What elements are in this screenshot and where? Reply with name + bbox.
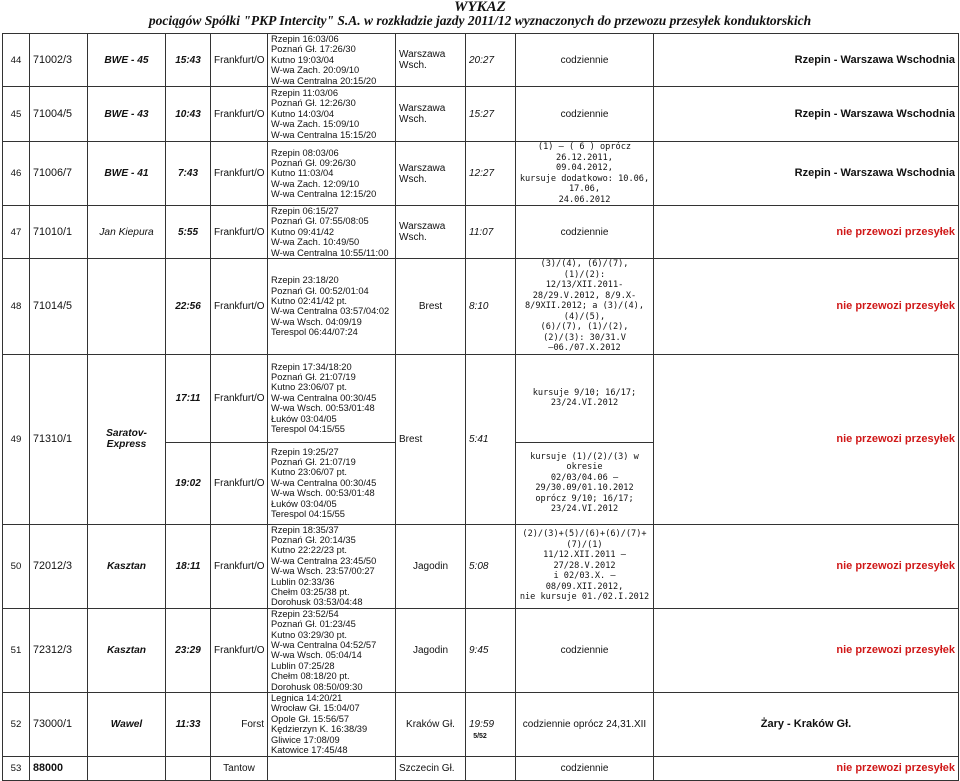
destination-station: Warszawa Wsch. xyxy=(396,87,466,142)
route-stops xyxy=(268,142,396,206)
train-number: 71010/1 xyxy=(30,206,88,259)
table-row xyxy=(3,524,959,608)
document-title: WYKAZ xyxy=(454,0,506,15)
route-stop: Legnica 14:20/21 xyxy=(271,693,343,704)
departure-time: 18:11 xyxy=(166,524,211,608)
origin-station: Frankfurt/O xyxy=(211,524,268,608)
route-stop: W-wa Centralna 20:15/20 xyxy=(271,75,377,86)
running-days-line: (2)/(3)+(5)/(6)+(6)/(7)+(7)/(1) xyxy=(522,529,647,550)
running-days xyxy=(516,142,654,206)
table-row xyxy=(3,206,959,259)
route-stop: Rzepin 16:03/06 xyxy=(271,34,339,44)
route-stop: W-wa Zach. 10:49/50 xyxy=(271,237,360,248)
running-days-line: oprócz 9/10; 16/17; 23/24.VI.2012 xyxy=(535,493,634,515)
running-days: codziennie oprócz 24,31.XII xyxy=(516,693,654,756)
parcel-relation: Rzepin - Warszawa Wschodnia xyxy=(654,34,959,87)
table-row xyxy=(3,354,959,442)
parcel-relation: Żary - Kraków Gł. xyxy=(654,693,959,756)
arrival-time: 8:10 xyxy=(466,259,516,355)
train-name: BWE - 45 xyxy=(88,34,166,87)
train-name xyxy=(88,259,166,355)
route-stop: W-wa Wsch. 04:09/19 xyxy=(271,316,362,327)
route-stop: Kędzierzyn K. 16:38/39 xyxy=(271,724,368,735)
route-stop: Poznań Gł. 21:07/19 xyxy=(271,372,356,383)
route-stop: W-wa Centralna 10:55/11:00 xyxy=(271,247,389,258)
route-stop: Rzepin 18:35/37 xyxy=(271,524,339,535)
destination-station: Jagodin xyxy=(396,524,466,608)
running-days xyxy=(516,524,654,608)
route-stop: Poznań Gł. 21:07/19 xyxy=(271,457,356,468)
running-days-line: kursuje 9/10; 16/17; 23/24.VI.2012 xyxy=(532,387,637,409)
parcel-relation: nie przewozi przesyłek xyxy=(654,756,959,780)
destination-station: Jagodin xyxy=(396,608,466,692)
table-row xyxy=(3,259,959,355)
running-days-line: –06./07.X.2012 xyxy=(548,343,621,354)
arrival-time: 5:08 xyxy=(466,524,516,608)
running-days-line: (6)/(7), (1)/(2), (2)/(3): 30/31.V xyxy=(540,322,629,343)
route-stop: Kutno 11:03/04 xyxy=(271,168,334,179)
route-stop: Terespol 04:15/55 xyxy=(271,424,345,435)
route-stop: Kutno 02:41/42 pt. xyxy=(271,295,347,306)
route-stops xyxy=(268,354,396,442)
running-days-line: 11/12.XII.2011 – 27/28.V.2012 xyxy=(543,550,626,571)
route-stops xyxy=(268,206,396,259)
table-row xyxy=(3,693,959,756)
running-days-line: 02/03/04.06 – 29/30.09/01.10.2012 xyxy=(535,472,634,494)
train-number: 72012/3 xyxy=(30,524,88,608)
arrival-time: 9:45 xyxy=(466,608,516,692)
route-stop: W-wa Centralna 03:57/04:02 xyxy=(271,306,390,317)
running-days-line: kursuje (1)/(2)/(3) w okresie xyxy=(530,451,639,473)
document-subtitle: pociągów Spółki "PKP Intercity" S.A. w rozkładzie jazdy 2011/12 wyznaczonych do przewozu przesyłek konduktorskich xyxy=(148,13,812,28)
route-stop: Kutno 22:22/23 pt. xyxy=(271,545,347,556)
running-days-line: 12/13/XII.2011- 28/29.V.2012, 8/9.X- xyxy=(532,280,637,301)
origin-station: Frankfurt/O xyxy=(211,87,268,142)
route-stop: W-wa Centralna 00:30/45 xyxy=(271,477,377,488)
departure-time: 19:02 xyxy=(166,442,211,524)
running-days-line: kursuje dodatkowo: 10.06, 17.06, xyxy=(519,173,650,195)
route-stop: Dorohusk 03:53/04:48 xyxy=(271,597,363,608)
route-stop: Rzepin 23:52/54 xyxy=(271,608,339,619)
running-days: codziennie xyxy=(516,608,654,692)
destination-station: Kraków Gł. xyxy=(396,693,466,756)
route-stop: Rzepin 06:15/27 xyxy=(271,206,339,217)
row-number: 44 xyxy=(3,34,30,87)
route-stop: Kutno 09:41/42 xyxy=(271,226,335,237)
origin-station: Frankfurt/O xyxy=(211,354,268,442)
train-name: Kasztan xyxy=(88,608,166,692)
train-name: Jan Kiepura xyxy=(88,206,166,259)
route-stop: W-wa Wsch. 00:53/01:48 xyxy=(271,403,375,414)
arrival-time: 5:41 xyxy=(466,354,516,524)
route-stop: W-wa Zach. 20:09/10 xyxy=(271,65,360,76)
route-stop: Terespol 06:44/07:24 xyxy=(271,327,358,338)
train-name: BWE - 41 xyxy=(88,142,166,206)
departure-time: 5:55 xyxy=(166,206,211,259)
running-days xyxy=(516,259,654,355)
table-row xyxy=(3,34,959,87)
row-number: 53 xyxy=(3,756,30,780)
train-number: 71006/7 xyxy=(30,142,88,206)
origin-station: Forst xyxy=(211,693,268,756)
running-days xyxy=(516,442,654,524)
row-number: 47 xyxy=(3,206,30,259)
origin-station: Frankfurt/O xyxy=(211,142,268,206)
destination-station: Warszawa Wsch. xyxy=(396,34,466,87)
arrival-time xyxy=(466,756,516,780)
row-number: 49 xyxy=(3,354,30,524)
row-number: 46 xyxy=(3,142,30,206)
route-stop: Łuków 03:04/05 xyxy=(271,498,337,509)
train-name: Saratov-Express xyxy=(88,354,166,524)
route-stop: Opole Gł. 15:56/57 xyxy=(271,713,350,724)
train-name: Kasztan xyxy=(88,524,166,608)
route-stop: Poznań Gł. 17:26/30 xyxy=(271,44,356,55)
route-stop: W-wa Wsch. 23:57/00:27 xyxy=(271,566,375,577)
destination-station: Warszawa Wsch. xyxy=(396,206,466,259)
origin-station: Frankfurt/O xyxy=(211,259,268,355)
route-stops xyxy=(268,756,396,780)
parcel-relation: nie przewozi przesyłek xyxy=(654,259,959,355)
route-stop: W-wa Wsch. 00:53/01:48 xyxy=(271,488,375,499)
parcel-relation: nie przewozi przesyłek xyxy=(654,608,959,692)
train-number: 72312/3 xyxy=(30,608,88,692)
departure-time: 11:33 xyxy=(166,693,211,756)
route-stop: Łuków 03:04/05 xyxy=(271,413,337,424)
route-stop: Rzepin 11:03/06 xyxy=(271,88,339,99)
departure-time: 10:43 xyxy=(166,87,211,142)
route-stops xyxy=(268,87,396,142)
departure-time: 17:11 xyxy=(166,354,211,442)
route-stop: Kutno 19:03/04 xyxy=(271,54,335,65)
route-stop: Chełm 03:25/38 pt. xyxy=(271,587,350,597)
route-stop: Wrocław Gł. 15:04/07 xyxy=(271,703,360,714)
origin-station: Tantow xyxy=(211,756,268,780)
running-days-line: nie kursuje 01./02.I.2012 xyxy=(519,592,650,603)
arrival-time: 11:07 xyxy=(466,206,516,259)
running-days: codziennie xyxy=(516,34,654,87)
train-number: 73000/1 xyxy=(30,693,88,756)
route-stop: Rzepin 17:34/18:20 xyxy=(271,361,352,372)
row-number: 45 xyxy=(3,87,30,142)
train-name: BWE - 43 xyxy=(88,87,166,142)
running-days-line: (3)/(4), (6)/(7), (1)/(2): xyxy=(540,259,629,280)
table-row xyxy=(3,756,959,780)
parcel-relation: nie przewozi przesyłek xyxy=(654,206,959,259)
destination-station: Szczecin Gł. xyxy=(396,756,466,780)
running-days xyxy=(516,354,654,442)
parcel-relation: nie przewozi przesyłek xyxy=(654,524,959,608)
route-stop: Poznań Gł. 07:55/08:05 xyxy=(271,216,369,227)
page-number: 5/52 xyxy=(473,733,487,740)
departure-time: 22:56 xyxy=(166,259,211,355)
route-stop: Kutno 14:03/04 xyxy=(271,108,335,119)
departure-time xyxy=(166,756,211,780)
route-stop: Rzepin 23:18/20 xyxy=(271,275,339,286)
route-stops xyxy=(268,693,396,756)
running-days: codziennie xyxy=(516,87,654,142)
route-stop: W-wa Zach. 15:09/10 xyxy=(271,119,360,130)
destination-station: Warszawa Wsch. xyxy=(396,142,466,206)
running-days-line: 24.06.2012 xyxy=(558,194,611,205)
arrival-time: 19:59 xyxy=(466,693,516,756)
parcel-relation: Rzepin - Warszawa Wschodnia xyxy=(654,87,959,142)
route-stops xyxy=(268,34,396,87)
origin-station: Frankfurt/O xyxy=(211,608,268,692)
train-number: 71004/5 xyxy=(30,87,88,142)
origin-station: Frankfurt/O xyxy=(211,206,268,259)
route-stops xyxy=(268,259,396,355)
table-row xyxy=(3,87,959,142)
route-stop: W-wa Centralna 12:15/20 xyxy=(271,189,377,200)
route-stop: Poznań Gł. 01:23/45 xyxy=(271,619,356,630)
route-stop: W-wa Centralna 23:45/50 xyxy=(271,555,377,566)
route-stop: Lublin 07:25/28 xyxy=(271,660,335,671)
row-number: 48 xyxy=(3,259,30,355)
departure-time: 15:43 xyxy=(166,34,211,87)
route-stop: Gliwice 17:08/09 xyxy=(271,734,340,745)
route-stop: W-wa Centralna 00:30/45 xyxy=(271,392,377,403)
running-days: codziennie xyxy=(516,206,654,259)
destination-station: Brest xyxy=(396,259,466,355)
route-stop: Kutno 03:29/30 pt. xyxy=(271,629,347,640)
running-days-line: (1) – ( 6 ) oprócz 26.12.2011, xyxy=(537,142,632,163)
running-days: codziennie xyxy=(516,756,654,780)
destination-station: Brest xyxy=(396,354,466,524)
route-stop: Terespol 04:15/55 xyxy=(271,509,345,520)
train-number: 71002/3 xyxy=(30,34,88,87)
train-schedule-table xyxy=(2,33,959,781)
row-number: 51 xyxy=(3,608,30,692)
route-stop: W-wa Centralna 04:52/57 xyxy=(271,640,377,651)
train-number: 71310/1 xyxy=(30,354,88,524)
route-stop: Kutno 23:06/07 pt. xyxy=(271,467,347,478)
running-days-line: 8/9XII.2012; a (3)/(4), (4)/(5), xyxy=(525,301,644,322)
row-number: 50 xyxy=(3,524,30,608)
route-stop: Dorohusk 08:50/09:30 xyxy=(271,681,363,692)
route-stop: W-wa Centralna 15:15/20 xyxy=(271,129,377,140)
running-days-line: 09.04.2012, xyxy=(556,163,613,174)
table-row xyxy=(3,608,959,692)
route-stop: Poznań Gł. 12:26/30 xyxy=(271,98,356,109)
route-stop: Lublin 02:33/36 xyxy=(271,576,335,587)
parcel-relation: nie przewozi przesyłek xyxy=(654,354,959,524)
route-stops xyxy=(268,442,396,524)
train-number: 88000 xyxy=(30,756,88,780)
departure-time: 23:29 xyxy=(166,608,211,692)
arrival-time: 12:27 xyxy=(466,142,516,206)
route-stop: Chełm 08:18/20 pt. xyxy=(271,671,350,682)
origin-station: Frankfurt/O xyxy=(211,442,268,524)
route-stops xyxy=(268,524,396,608)
arrival-time: 15:27 xyxy=(466,87,516,142)
route-stop: Poznań Gł. 20:14/35 xyxy=(271,534,356,545)
train-name: Wawel xyxy=(88,693,166,756)
route-stop: Poznań Gł. 09:26/30 xyxy=(271,157,356,168)
departure-time: 7:43 xyxy=(166,142,211,206)
route-stop: Rzepin 19:25/27 xyxy=(271,446,339,457)
route-stop: Rzepin 08:03/06 xyxy=(271,147,339,158)
train-number: 71014/5 xyxy=(30,259,88,355)
route-stops xyxy=(268,608,396,692)
row-number: 52 xyxy=(3,693,30,756)
route-stop: Kutno 23:06/07 pt. xyxy=(271,382,347,393)
route-stop: Katowice 17:45/48 xyxy=(271,745,348,756)
table-row xyxy=(3,142,959,206)
train-name xyxy=(88,756,166,780)
route-stop: W-wa Zach. 12:09/10 xyxy=(271,178,360,189)
parcel-relation: Rzepin - Warszawa Wschodnia xyxy=(654,142,959,206)
arrival-time: 20:27 xyxy=(466,34,516,87)
route-stop: W-wa Wsch. 05:04/14 xyxy=(271,650,362,661)
running-days-line: i 02/03.X. – 08/09.XII.2012, xyxy=(545,571,624,592)
route-stop: Poznań Gł. 00:52/01:04 xyxy=(271,285,369,296)
origin-station: Frankfurt/O xyxy=(211,34,268,87)
